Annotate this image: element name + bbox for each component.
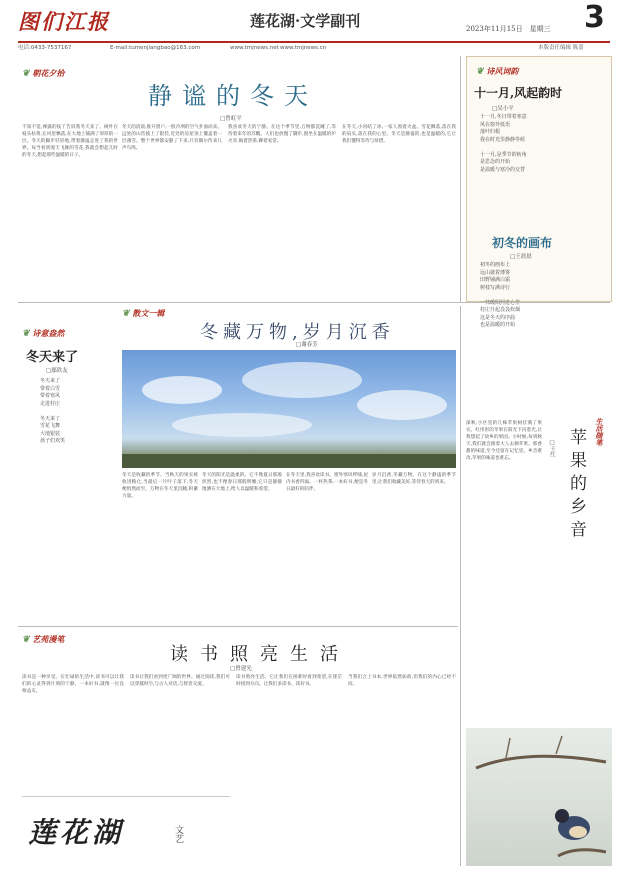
website-2: www.tmjnews.cn [280, 45, 327, 51]
article1-col2: 冬天的清晨,推开窗户,一股冷冽的空气扑面而来。远处的山峦披上了银装,近处的房屋顶上覆盖着一层薄雪。整个世界都安静了下来,只有偶尔传来几声鸟鸣。 [122, 125, 222, 151]
leaf-icon: ❦ [22, 635, 30, 645]
article3-col3: 读书照亮生活。它让我们在困难时看到希望,在迷茫时找到方向。让我们多读书、读好书。 [236, 675, 342, 687]
masthead [18, 0, 610, 40]
article3-title: 读书照亮生活 [170, 644, 350, 665]
tag-shifeng: ❦ 诗风词韵 [476, 66, 519, 77]
poem-left-text: 冬天来了 带着白雪 带着寒风 走进村庄 冬天来了 雪花飞舞 大地银装 孩子们欢笑 [40, 378, 66, 444]
article3-author: □曾建光 [230, 666, 252, 672]
poem-right2-title: 初冬的画布 [492, 236, 553, 250]
leaf-icon: ❦ [22, 329, 30, 339]
divider [18, 302, 610, 303]
article3-col1: 读书是一种享受。在忙碌的生活中,读书可以让我们的心灵得到片刻的宁静。一本好书,就像一位良师益友。 [22, 675, 124, 694]
footer-sub: 文艺 [173, 825, 183, 843]
article1-col1: 不知不觉,裸露的枝丫告诉我冬天来了。树叶在枝头枯黄,在风里飘落,在大地上铺满了厚厚的一层。冬天的脚步轻轻地,带着静谧走进了我的世界。每当看到漫天飞舞的雪花,我就会想起儿时的冬天,想起那些温暖的日子。 [22, 125, 118, 158]
cloud-graphic [122, 350, 456, 468]
article2-col3: 在冬天里,我喜欢读书。窗外寒风呼啸,屋内书香四溢。一杯热茶,一本好书,便是冬日最好的陪伴。 [286, 473, 368, 492]
article2-col1: 冬天是收藏的季节。当秋天的果实被收进粮仓,当最后一片叶子落下,冬天便悄然而至。万物在冬天里沉睡,积蓄力量。 [122, 473, 198, 499]
article2-col4: 岁月沉香,冬藏万物。在这个静谧的季节里,让我们收藏美好,等待春天的到来。 [372, 473, 456, 485]
article-right-text: 深秋,小区里的几株苹果树挂满了果实。红彤彤的苹果在阳光下闪着光,让我想起了故乡的果园。小时候,每到秋天,我们就会跟着大人去摘苹果。那香甜的味道,至今还留在记忆里。乡音难改,苹果的味道也难忘。 [466, 421, 542, 461]
poem-right-title: 十一月,风起韵时 [474, 86, 563, 100]
leaf-icon: ❦ [476, 67, 484, 77]
article2-title: 冬藏万物,岁月沉香 [200, 322, 395, 343]
poem-right-text: 十一月,冬日带着寒意 风在窗外低语 落叶归根 我在时光里静静等候 十一月,是季节的转角 是思念的开始 是温暖与寒冷的交替 [480, 114, 527, 173]
website: www.tmjnews.net [230, 45, 279, 51]
poem-right-author: □吴小平 [492, 106, 514, 112]
article2-author: □谢春芳 [296, 342, 318, 348]
footer-logo-box [22, 796, 230, 866]
article1-title: 静谧的冬天 [148, 82, 318, 110]
footer-logo: 莲花湖 [28, 816, 125, 849]
newspaper-logo: 图们江报 [18, 9, 110, 34]
section-title: 莲花湖·文学副刊 [250, 12, 361, 30]
poem-left-title: 冬天来了 [26, 350, 79, 365]
article1-author: □曾虹平 [220, 116, 242, 122]
poem-right2-text: 初冬的画布上 远山披着薄雾 田野铺满白霜 树枝写满诗行 村庄升起袅袅炊烟 这是冬天的序曲 也是温暖的开始 [480, 262, 521, 328]
tag-zhaohua: ❦ 朝花夕拾 [22, 68, 65, 79]
page-number: 3 [584, 0, 605, 35]
divider [460, 56, 461, 302]
leaf-icon: ❦ [22, 69, 30, 79]
editor: 本版责任编辑 陈蔷 [538, 45, 584, 51]
tag-yiyuan: ❦ 艺苑漫笔 [22, 634, 65, 645]
issue-date: 2023年11月15日 星期三 [466, 25, 551, 33]
article1-col3: 我喜欢冬天的宁静。在这个季节里,万物都沉睡了,等待着来年的苏醒。人们也放慢了脚步,围坐在温暖的炉火旁,喝着热茶,聊着家常。 [228, 125, 336, 144]
poem-right2-author: □王晨晨 [510, 254, 532, 260]
bird-photo [466, 728, 612, 866]
article3-col4: 当我们合上书本,世界依然如故,但我们的内心已经不同。 [348, 675, 456, 687]
poem-left-author: □鄢欣友 [46, 368, 68, 374]
info-bar [18, 41, 610, 50]
article2-col2: 冬天的阳光是温柔的。它不像夏日那般炽烈,也不像春日那般明媚,它只是静静地洒在大地上,给人以温暖和希望。 [202, 473, 282, 492]
phone: 电话:0433-7537167 [18, 45, 72, 51]
tag-sanwen: ❦ 散文一辑 [122, 308, 165, 319]
tag-shiyi: ❦ 诗意盎然 [22, 328, 65, 339]
article-right-title: 苹果的乡音 [566, 428, 586, 543]
email: E-mail:tumenjiangbao@163.com [110, 45, 201, 51]
article-right-author: □王红 [549, 440, 555, 457]
tag-shenghuo: 生活随笔 [595, 418, 604, 446]
divider [18, 626, 458, 627]
divider [460, 306, 461, 866]
article1-col4: 在冬天,小河结了冰,一家人围着火盆。雪花飘落,落在我的肩头,落在我的心里。冬天是静谧的,也是温暖的,它让我们懂得等待与珍惜。 [342, 125, 456, 144]
leaf-icon: ❦ [122, 309, 130, 319]
sky-photo [122, 350, 456, 468]
article3-col2: 读书让我们看到更广阔的世界。通过阅读,我们可以穿越时空,与古人对话,与智者交流。 [130, 675, 230, 687]
bird-graphic [466, 728, 612, 866]
